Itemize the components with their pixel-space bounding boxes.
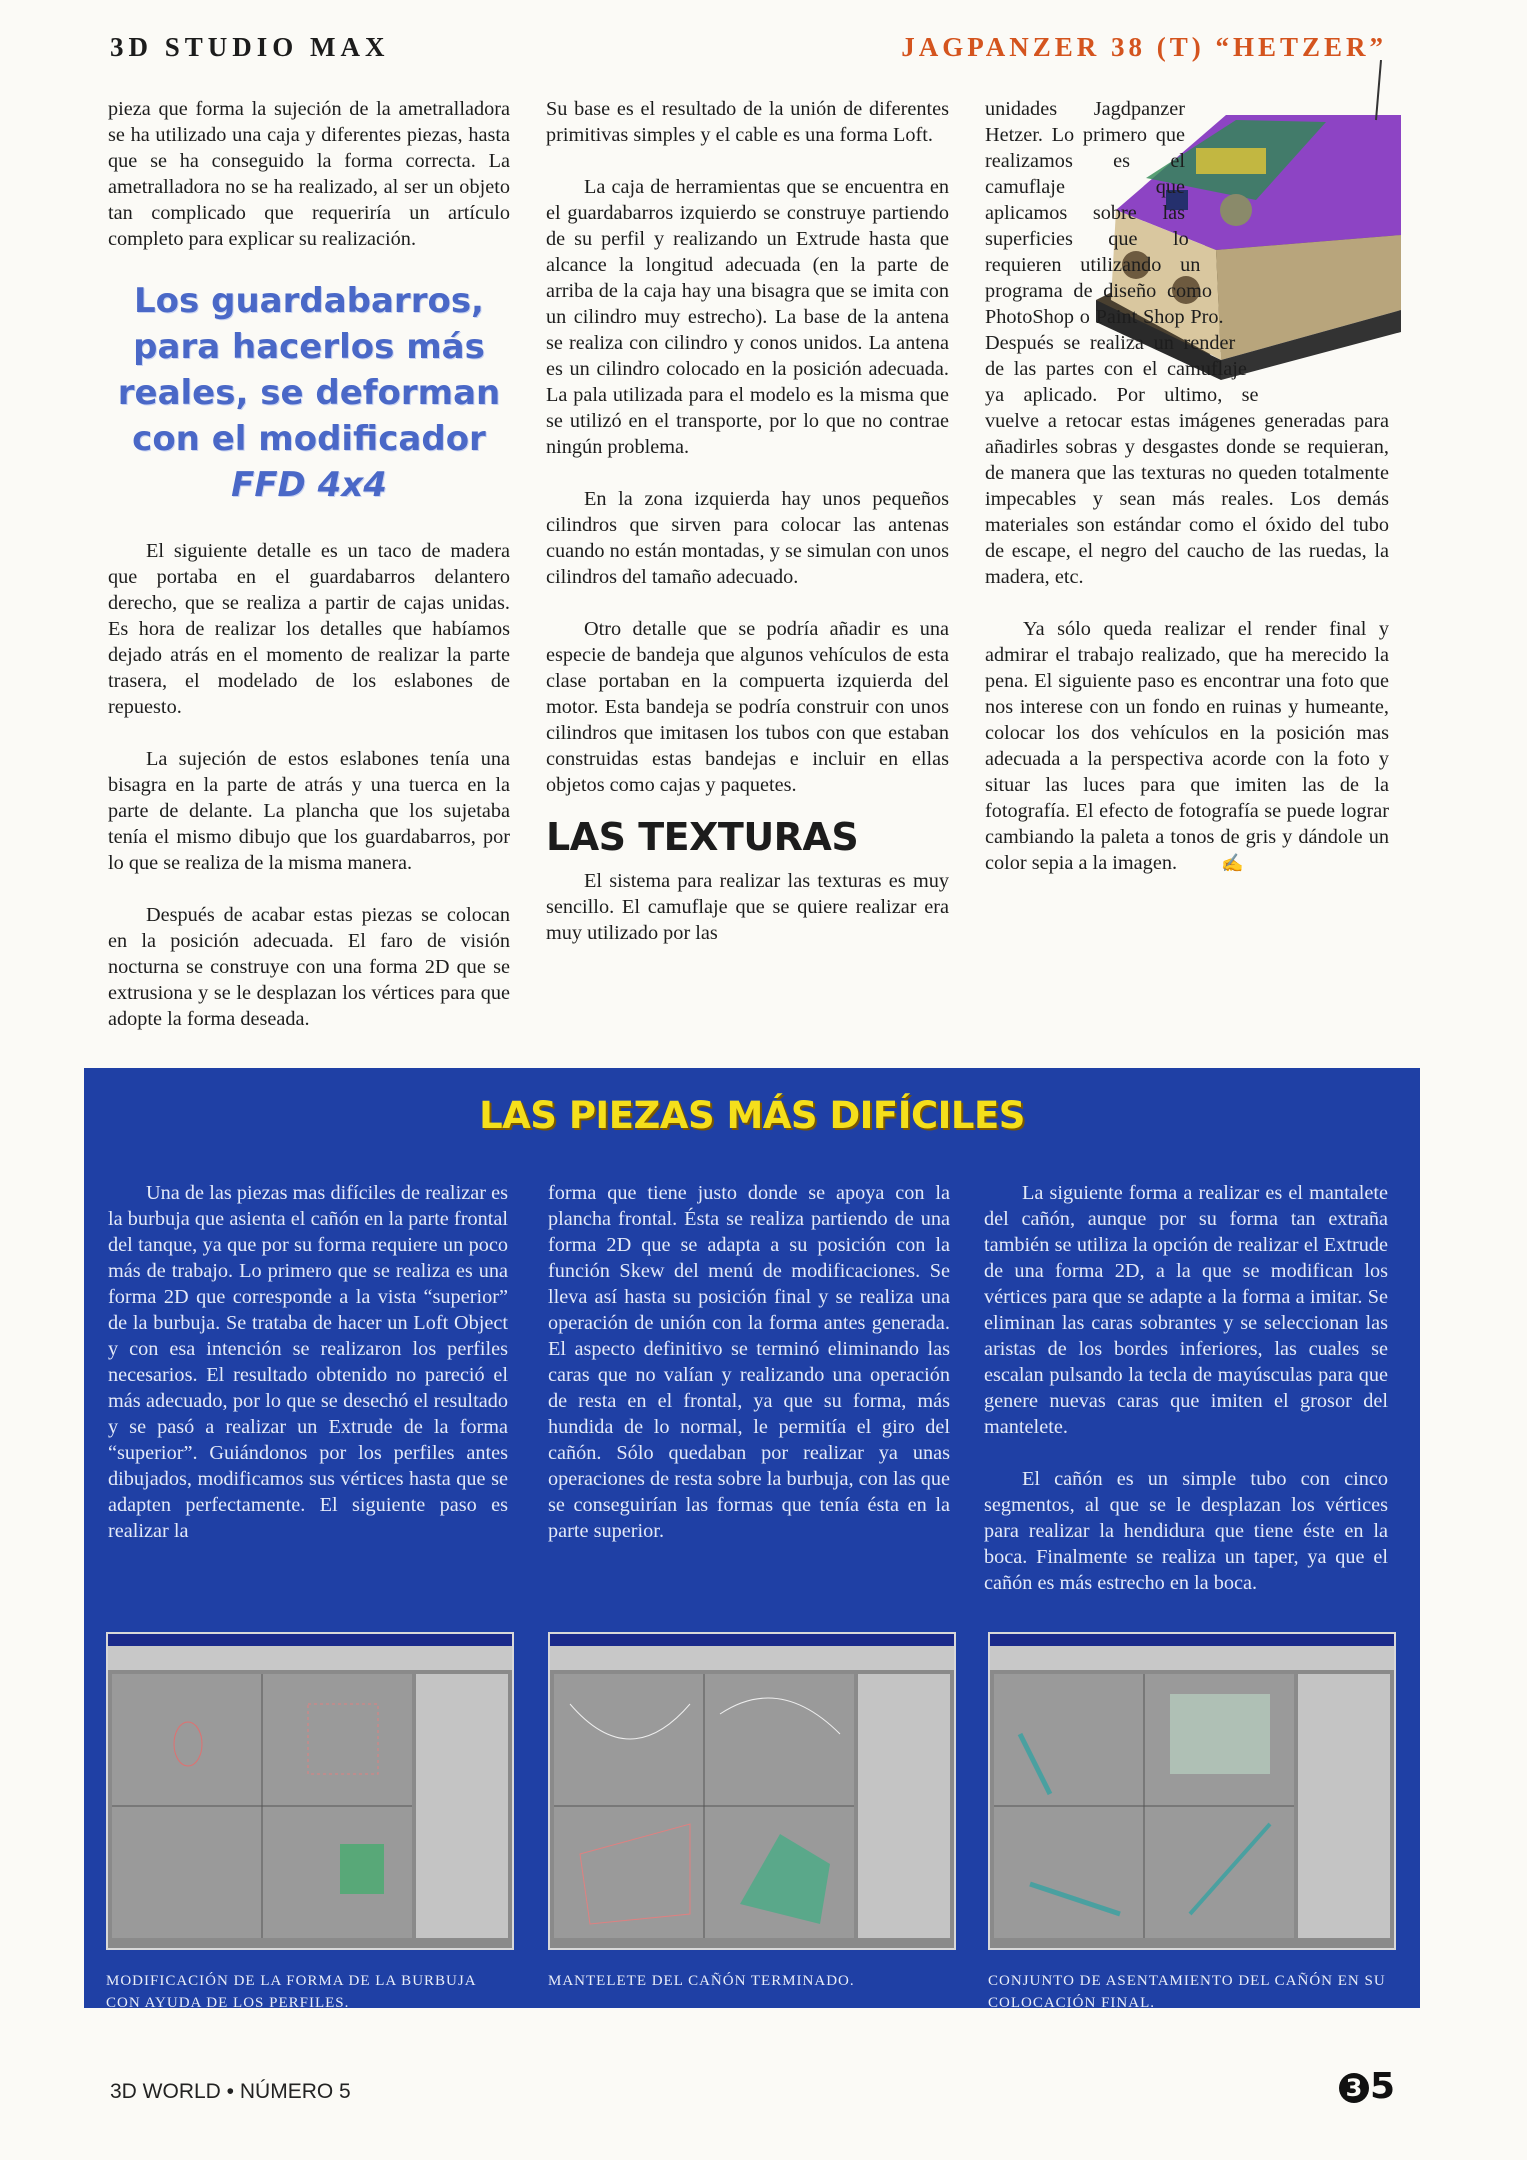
paragraph: El cañón es un simple tubo con cinco segmentos, al que se le desplazan los vértices para realizar la hendidura que tiene éste en la boca. Finalmente se realiza un taper, ya que el cañón es más estrecho en la boca. (984, 1468, 1388, 1594)
screenshot-1 (106, 1632, 514, 1950)
box-title: LAS PIEZAS MÁS DIFÍCILES (479, 1094, 1025, 1137)
paragraph: El siguiente detalle es un taco de madera que portaba en el guardabarros delantero derecho, que se realiza a partir de cajas unidas. Es hora de realizar los detalles que habíamos dejado atrás en el momento de realizar la parte trasera, el modelado de los eslabones de repuesto. (108, 540, 510, 718)
sidebar-box (84, 1068, 1420, 2011)
section-header: 3D STUDIO MAX (110, 32, 390, 62)
article-title: JAGPANZER 38 (T) “HETZER” (901, 32, 1387, 62)
column-3 (985, 96, 1389, 902)
paragraph: La sujeción de estos eslabones tenía una bisagra en la parte de atrás y una tuerca en la parte de delante. La plancha que los sujetaba tenía el mismo dibujo que los guardabarros, por lo que se realiza de la misma manera. (108, 748, 510, 874)
column-2 (546, 96, 949, 972)
paragraph-wrapped (985, 96, 1389, 590)
paragraph: Otro detalle que se podría añadir es una especie de bandeja que algunos vehículos de esta clase portaban en la compuerta izquierda del motor. Esta bandeja se podría construir con unos cilindros que imitasen los tubos con que estaban construidas estas bandejas e incluir en ellas objetos como cajas y paquetes. (546, 618, 949, 796)
pen-sign-icon: ✍ (1221, 853, 1244, 873)
paragraph-text: unidades Jagdpanzer Hetzer. Lo primero que realizamos es el camuflaje que aplicamos sobre las superficies que lo requieren utilizando un programa de diseño como PhotoShop o Paint Shop Pro. Después se realiza un render de las partes con el camuflaje ya aplicado. Por ultimo, se vuelve a retocar estas imágenes generadas para añadirles sobras y desgastes donde se requieran, de manera que las texturas no queden totalmente impecables y sean más reales. Los demás materiales son estándar como el óxido del tubo de escape, el negro del caucho de las ruedas, la madera, etc. (985, 98, 1389, 588)
figure-caption: CONJUNTO DE ASENTAMIENTO DEL CAÑÓN EN SU COLOCACIÓN FINAL. (988, 1973, 1386, 2011)
paragraph: En la zona izquierda hay unos pequeños cilindros que sirven para colocar las antenas cuando no están montadas, y se simulan con unos cilindros del tamaño adecuado. (546, 488, 949, 588)
paragraph-text: Ya sólo queda realizar el render final y admirar el trabajo realizado, que ha merecido la pena. El siguiente paso es encontrar una foto que nos interese con un fondo en ruinas y humeante, colocar los dos vehículos en la posición mas adecuada a la perspectiva acorde con la foto y situar las luces para que imiten las de la fotografía. El efecto de fotografía se puede lograr cambiando la paleta a tonos de gris y dándole un color sepia a la imagen. (985, 618, 1389, 874)
paragraph: forma que tiene justo donde se apoya con la plancha frontal. Ésta se realiza partiendo de una forma 2D que se adapta a su posición con la función Skew del menú de modificaciones. Se lleva así hasta su posición final y se realiza una operación de unión con la forma antes generada. El aspecto definitivo se terminó eliminando las caras que no valían y realizando una operación de resta en el frontal, ya que su forma, más hundida de lo normal, le permitía el giro del cañón. Sólo quedaban por realizar ya unas operaciones de resta sobre la burbuja, con las que se conseguirían las formas que tenía ésta en la parte superior. (548, 1182, 950, 1542)
box-column-2 (548, 1180, 950, 1570)
paragraph: Después de acabar estas piezas se colocan en la posición adecuada. El faro de visión nocturna se construye con una forma 2D que se extrusiona y se le desplazan los vértices para que adopte la forma deseada. (108, 904, 510, 1030)
paragraph: Su base es el resultado de la unión de diferentes primitivas simples y el cable es una forma Loft. (546, 98, 949, 146)
column-1 (108, 96, 510, 1058)
paragraph: La siguiente forma a realizar es el mantalete del cañón, aunque por su forma tan extraña también se utiliza la opción de realizar el Extrude de una forma 2D, a la que se modifican los vértices para que se adapte a la forma a imitar. Se eliminan las caras sobrantes y se seleccionan las aristas de los bordes inferiores, las cuales se escalan pulsando la tecla de mayúsculas para que genere nuevas caras que imiten el grosor del mantelete. (984, 1182, 1388, 1438)
screenshot-2 (548, 1632, 956, 1950)
pull-quote (108, 278, 510, 508)
page-digit: 5 (1369, 2066, 1395, 2107)
figure-caption: MANTELETE DEL CAÑÓN TERMINADO. (548, 1973, 855, 1989)
pull-quote-text: Los guardabarros, para hacerlos más reales, se deforman con el modificador (117, 281, 501, 459)
screenshot-3 (988, 1632, 1396, 1950)
paragraph (985, 616, 1389, 876)
pull-quote-emphasis: FFD 4x4 (231, 465, 387, 505)
paragraph: El sistema para realizar las texturas es muy sencillo. El camuflaje que se quiere realizar era muy utilizado por las (546, 870, 949, 944)
figure-caption: MODIFICACIÓN DE LA FORMA DE LA BURBUJA CON AYUDA DE LOS PERFILES. (106, 1973, 476, 2011)
page-number (1339, 2066, 1395, 2107)
page-digit-badge: 3 (1339, 2073, 1369, 2103)
box-column-3 (984, 1180, 1388, 1622)
paragraph: pieza que forma la sujeción de la ametralladora se ha utilizado una caja y diferentes piezas, hasta que se ha conseguido la forma correcta. La ametralladora no se ha realizado, al ser un objeto tan complicado que requeriría un artículo completo para explicar su realización. (108, 98, 510, 250)
box-column-1 (108, 1180, 508, 1570)
paragraph: Una de las piezas mas difíciles de realizar es la burbuja que asienta el cañón en la parte frontal del tanque, ya que por su forma requiere un poco más de trabajo. Lo primero que se realiza es una forma 2D que corresponde a la vista “superior” de la burbuja. Se trataba de hacer un Loft Object y con esa intención se realizaron los perfiles necesarios. El resultado obtenido no pareció el más adecuado, por lo que se desechó el resultado y se pasó a realizar un Extrude de la forma “superior”. Guiándonos por los perfiles antes dibujados, modificamos sus vértices hasta que se adapten perfectamente. El siguiente paso es realizar la (108, 1182, 508, 1542)
magazine-issue: 3D WORLD • NÚMERO 5 (110, 2080, 351, 2103)
section-heading: LAS TEXTURAS (546, 815, 859, 859)
paragraph: La caja de herramientas que se encuentra en el guardabarros izquierdo se construye partiendo de su perfil y realizando un Extrude hasta que alcance la longitud adecuada (en la parte de arriba de la caja hay una bisagra que se imita con un cilindro muy estrecho). La base de la antena se realiza con cilindro y conos unidos. La antena es un cilindro colocado en la posición adecuada. La pala utilizada para el modelo es la misma que se utilizó en el transporte, por lo que no contrae ningún problema. (546, 176, 949, 458)
